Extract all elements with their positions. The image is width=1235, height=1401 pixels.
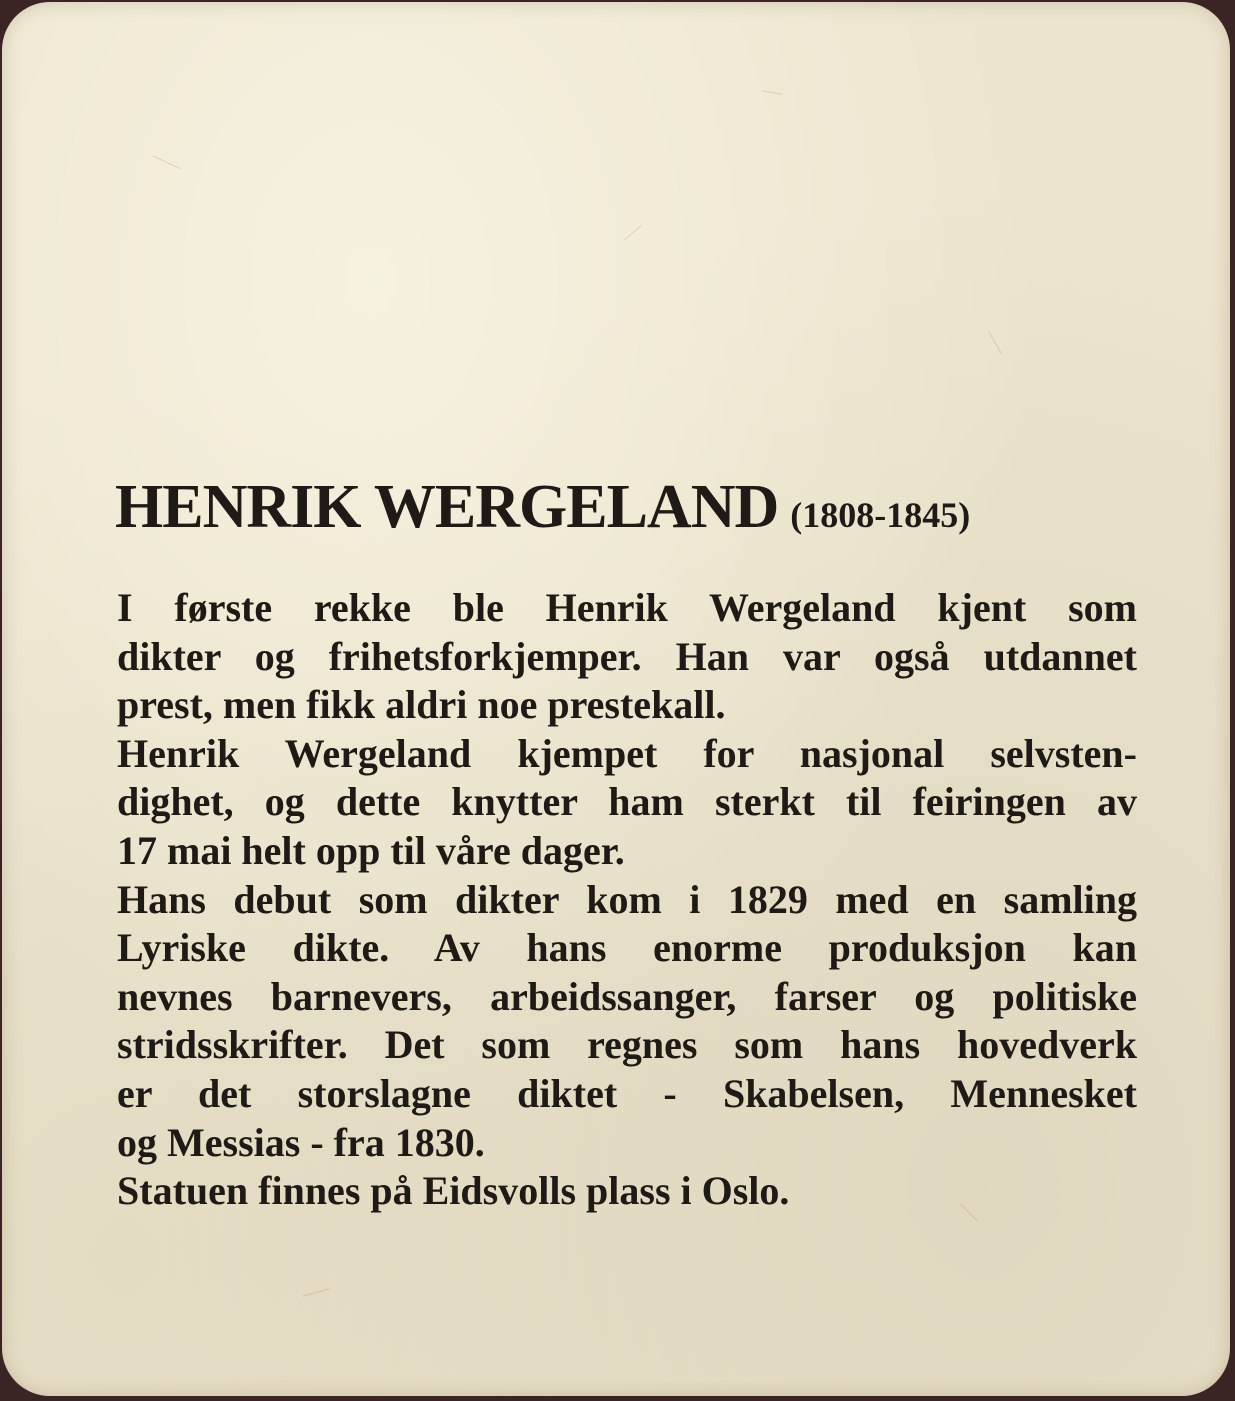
text-line: og Messias - fra 1830. xyxy=(117,1119,485,1165)
text-line: Henrik Wergeland kjempet for nasjonal selvsten- xyxy=(117,730,1137,776)
text-line: dighet, og dette knytter ham sterkt til feiringen av xyxy=(117,779,1137,825)
life-years: (1808-1845) xyxy=(790,495,971,535)
paper-fiber xyxy=(302,1288,329,1296)
paper-fiber xyxy=(153,156,181,170)
paper-fiber xyxy=(988,331,1002,354)
text-line: prest, men fikk aldri noe prestekall. xyxy=(117,682,726,728)
text-line: I første rekke ble Henrik Wergeland kjent som xyxy=(117,585,1137,630)
text-line: Statuen finnes på Eidsvolls plass i Oslo. xyxy=(117,1168,790,1214)
paper-fiber xyxy=(762,90,782,94)
text-line: stridsskrifter. Det som regnes som hans hovedverk xyxy=(117,1022,1137,1068)
text-line: er det storslagne diktet - Skabelsen, Mennesket xyxy=(117,1070,1137,1116)
text-line: Hans debut som dikter kom i 1829 med en samling xyxy=(117,876,1137,922)
text-line: Lyriske dikte. Av hans enorme produksjon kan xyxy=(117,925,1137,971)
heading xyxy=(115,472,970,543)
coaster-card xyxy=(2,2,1230,1396)
text-line: 17 mai helt opp til våre dager. xyxy=(117,827,625,873)
biography-text xyxy=(117,584,1137,1216)
page-title: HENRIK WERGELAND xyxy=(115,473,779,541)
text-line: nevnes barnevers, arbeidssanger, farser og politiske xyxy=(117,973,1137,1019)
paper-fiber xyxy=(624,225,641,240)
text-line: dikter og frihetsforkjemper. Han var også utdannet xyxy=(117,633,1137,679)
